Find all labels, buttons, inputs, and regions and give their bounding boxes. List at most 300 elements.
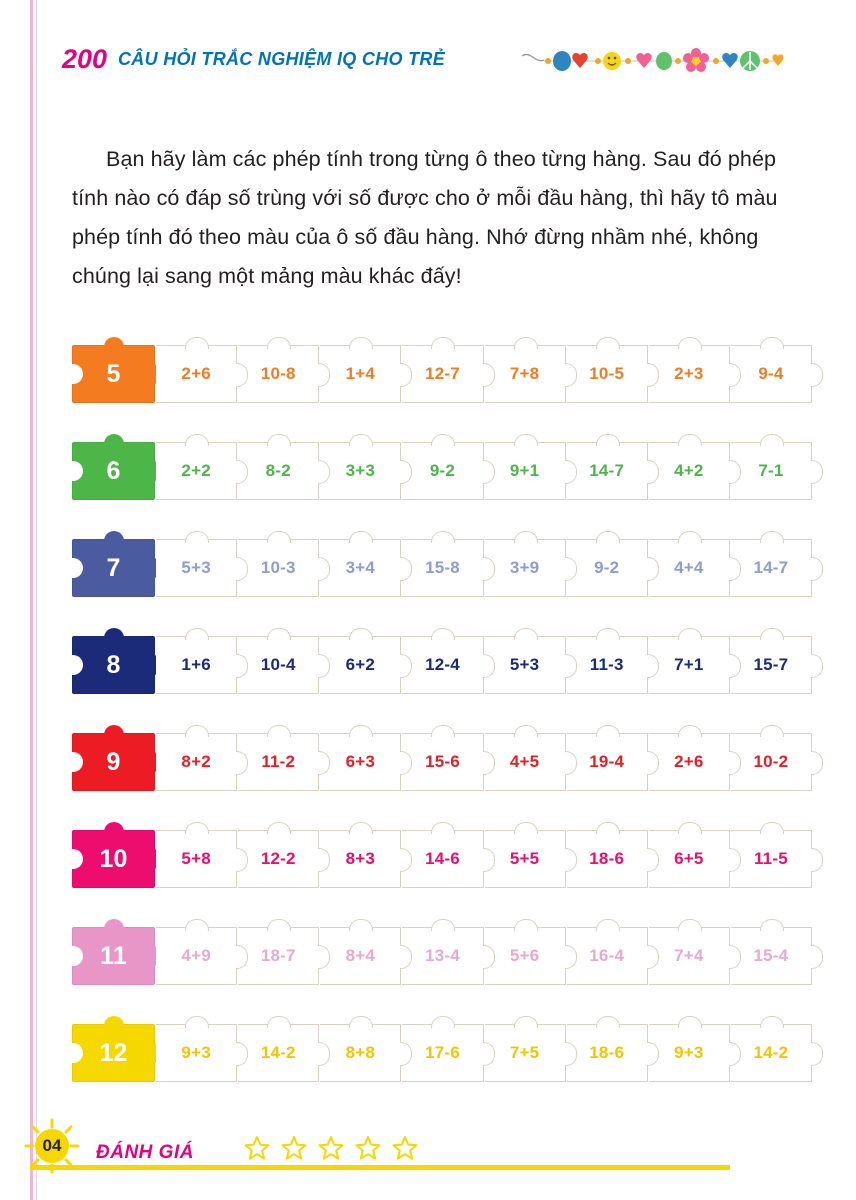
expression-cell[interactable] (649, 345, 730, 403)
puzzle-hole-left (72, 461, 83, 481)
expression-label: 18-6 (589, 849, 625, 868)
puzzle-knob-right (811, 557, 823, 581)
puzzle-knob-top (104, 822, 124, 834)
expression-label: 10-5 (589, 364, 625, 383)
puzzle-knob-right-seam (481, 850, 484, 868)
puzzle-knob-right-seam (316, 559, 319, 577)
expression-cell[interactable] (731, 345, 812, 403)
puzzle-knob-right-seam (234, 656, 237, 674)
expression-cell[interactable] (156, 442, 237, 500)
puzzle-knob-right-seam (234, 753, 237, 771)
expression-cell[interactable] (731, 539, 812, 597)
expression-cell[interactable] (649, 636, 730, 694)
expression-cell[interactable] (485, 636, 566, 694)
puzzle-knob-top-seam (762, 927, 780, 930)
expression-cell[interactable] (402, 442, 483, 500)
expression-cell[interactable] (238, 539, 319, 597)
puzzle-knob-right-seam (727, 559, 730, 577)
puzzle-knob-top-seam (516, 830, 534, 833)
star-icon[interactable] (281, 1135, 307, 1166)
puzzle-knob-right-seam (809, 947, 812, 965)
puzzle-knob-top-seam (680, 1024, 698, 1027)
puzzle-knob-right-seam (809, 365, 812, 383)
puzzle-knob-right-seam (316, 656, 319, 674)
expression-label: 16-4 (589, 946, 625, 965)
puzzle-knob-right-seam (727, 850, 730, 868)
puzzle-knob-right-seam (645, 656, 648, 674)
expression-label: 14-6 (425, 849, 460, 868)
expression-cell[interactable] (485, 539, 566, 597)
expression-label: 4+9 (181, 946, 211, 965)
expression-label: 11-2 (261, 752, 296, 771)
expression-cell[interactable] (731, 442, 812, 500)
expression-label: 9+1 (509, 461, 540, 480)
puzzle-knob-right-seam (398, 365, 401, 383)
puzzle-knob-top-seam (187, 733, 205, 736)
puzzle-knob-top-seam (433, 345, 451, 348)
puzzle-knob-right (811, 654, 823, 678)
puzzle-knob-right-seam (809, 656, 812, 674)
expression-label: 11-5 (753, 849, 788, 868)
row-number-label: 7 (106, 553, 121, 582)
expression-label: 8+2 (181, 752, 211, 771)
puzzle-hole-left (72, 558, 83, 578)
puzzle-knob-right-seam (234, 947, 237, 965)
expression-cell[interactable] (731, 636, 812, 694)
puzzle-knob-top-seam (762, 636, 780, 639)
row-number-label: 5 (106, 359, 121, 388)
expression-label: 6+3 (345, 752, 376, 771)
expression-cell[interactable] (320, 733, 401, 791)
puzzle-knob-top (104, 531, 124, 543)
expression-cell[interactable] (320, 345, 401, 403)
row-number-label: 10 (99, 844, 128, 873)
expression-cell[interactable] (567, 539, 648, 597)
expression-label: 14-2 (753, 1043, 789, 1062)
expression-cell[interactable] (567, 830, 648, 888)
expression-label: 7-1 (758, 461, 784, 480)
expression-label: 7+1 (674, 655, 704, 674)
puzzle-knob-right-seam (481, 753, 484, 771)
puzzle-knob-right-seam (234, 365, 237, 383)
expression-label: 15-4 (753, 946, 789, 965)
row-number-label: 8 (106, 650, 121, 679)
expression-label: 19-4 (589, 752, 625, 771)
puzzle-knob-top (104, 337, 124, 349)
puzzle-knob-top-seam (680, 927, 698, 930)
puzzle-knob-right-seam (809, 559, 812, 577)
row-number-tile[interactable] (72, 539, 155, 597)
puzzle-knob-right-seam (398, 1044, 401, 1062)
puzzle-row (72, 629, 812, 701)
expression-cell[interactable] (402, 927, 483, 985)
puzzle-knob-right-seam (563, 947, 566, 965)
expression-cell[interactable] (731, 830, 812, 888)
row-number-label: 11 (100, 941, 127, 970)
puzzle-knob-top-seam (433, 442, 451, 445)
expression-cell[interactable] (649, 927, 730, 985)
puzzle-knob-top-seam (598, 539, 616, 542)
puzzle-knob-top-seam (187, 830, 205, 833)
expression-label: 17-6 (425, 1043, 460, 1062)
puzzle-knob-top-seam (516, 1024, 534, 1027)
puzzle-knob-top-seam (433, 733, 451, 736)
expression-cell[interactable] (320, 927, 401, 985)
expression-label: 7+4 (674, 946, 704, 965)
puzzle-knob-top-seam (680, 539, 698, 542)
expression-label: 5+6 (509, 946, 540, 965)
puzzle-knob-top-seam (269, 927, 287, 930)
expression-cell[interactable] (238, 442, 319, 500)
expression-cell[interactable] (649, 830, 730, 888)
puzzle-knob-top-seam (433, 636, 451, 639)
expression-cell[interactable] (156, 345, 237, 403)
puzzle-hole-left (72, 364, 83, 384)
puzzle-knob-top-seam (351, 636, 369, 639)
puzzle-knob-right-seam (563, 656, 566, 674)
puzzle-knob-right-seam (481, 947, 484, 965)
puzzle-knob-top-seam (598, 830, 616, 833)
expression-label: 14-7 (589, 461, 625, 480)
expression-label: 15-7 (753, 655, 789, 674)
puzzle-knob-right-seam (398, 850, 401, 868)
expression-cell[interactable] (238, 636, 319, 694)
expression-label: 9+3 (674, 1043, 704, 1062)
puzzle-knob-top-seam (762, 733, 780, 736)
puzzle-knob-top-seam (269, 1024, 287, 1027)
puzzle-knob-top-seam (187, 927, 205, 930)
row-number-label: 6 (106, 456, 121, 485)
expression-label: 9-2 (429, 461, 456, 480)
puzzle-row (72, 726, 812, 798)
row-number-tile[interactable] (72, 345, 155, 403)
puzzle-knob-right (811, 848, 823, 872)
puzzle-knob-top-seam (187, 345, 205, 348)
puzzle-knob-top-seam (433, 1024, 451, 1027)
puzzle-knob-right-seam (563, 850, 566, 868)
puzzle-knob-top-seam (351, 345, 369, 348)
puzzle-knob-right-seam (563, 462, 566, 480)
puzzle-knob-right-seam (316, 947, 319, 965)
puzzle-knob-right-seam (645, 559, 648, 577)
puzzle-knob-top-seam (516, 442, 534, 445)
puzzle-knob-right-seam (645, 462, 648, 480)
expression-cell[interactable] (567, 733, 648, 791)
expression-cell[interactable] (567, 1024, 648, 1082)
puzzle-knob-top-seam (680, 442, 698, 445)
expression-cell[interactable] (649, 1024, 730, 1082)
puzzle-knob-right (811, 751, 823, 775)
puzzle-knob-right-seam (316, 850, 319, 868)
expression-cell[interactable] (402, 830, 483, 888)
expression-cell[interactable] (238, 830, 319, 888)
puzzle-knob-right-seam (316, 753, 319, 771)
puzzle-knob-top-seam (598, 636, 616, 639)
puzzle-knob-right-seam (481, 462, 484, 480)
expression-label: 10-2 (753, 752, 789, 771)
page-number: 04 (42, 1136, 62, 1155)
expression-cell[interactable] (156, 927, 237, 985)
puzzle-knob-right-seam (398, 462, 401, 480)
expression-cell[interactable] (156, 830, 237, 888)
puzzle-knob-right-seam (645, 365, 648, 383)
bead-string-decoration (518, 46, 786, 80)
puzzle-knob-right (811, 363, 823, 387)
expression-label: 7+5 (509, 1043, 540, 1062)
expression-label: 4+4 (674, 558, 704, 577)
expression-cell[interactable] (320, 539, 401, 597)
puzzle-knob-right-seam (234, 559, 237, 577)
puzzle-knob-right-seam (809, 753, 812, 771)
puzzle-knob-top-seam (680, 733, 698, 736)
puzzle-knob-top-seam (762, 830, 780, 833)
puzzle-knob-top-seam (762, 539, 780, 542)
expression-cell[interactable] (402, 345, 483, 403)
expression-cell[interactable] (649, 539, 730, 597)
expression-cell[interactable] (485, 442, 566, 500)
puzzle-knob-top-seam (351, 733, 369, 736)
expression-cell[interactable] (402, 1024, 483, 1082)
puzzle-knob-top-seam (269, 442, 287, 445)
puzzle-knob-top (104, 725, 124, 737)
puzzle-knob-top-seam (187, 636, 205, 639)
puzzle-knob-right-seam (809, 462, 812, 480)
expression-label: 2+2 (181, 461, 211, 480)
puzzle-knob-right-seam (727, 365, 730, 383)
expression-label: 15-8 (425, 558, 460, 577)
row-number-tile[interactable] (72, 733, 155, 791)
expression-cell[interactable] (238, 1024, 319, 1082)
row-number-tile[interactable] (72, 636, 155, 694)
expression-cell[interactable] (485, 1024, 566, 1082)
expression-cell[interactable] (320, 636, 401, 694)
expression-label: 15-6 (425, 752, 460, 771)
row-number-tile[interactable] (72, 442, 155, 500)
row-number-tile[interactable] (72, 1024, 155, 1082)
puzzle-hole-left (72, 752, 83, 772)
expression-label: 11-3 (589, 655, 624, 674)
puzzle-row (72, 823, 812, 895)
page-footer (0, 1114, 856, 1200)
puzzle-knob-top-seam (762, 345, 780, 348)
puzzle-knob-top-seam (187, 442, 205, 445)
star-icon[interactable] (355, 1135, 381, 1166)
puzzle-knob-right-seam (727, 656, 730, 674)
expression-cell[interactable] (156, 539, 237, 597)
row-number-tile[interactable] (72, 927, 155, 985)
puzzle-knob-right-seam (234, 1044, 237, 1062)
expression-cell[interactable] (320, 830, 401, 888)
puzzle-row (72, 435, 812, 507)
expression-cell[interactable] (156, 636, 237, 694)
left-margin-rule-thin (36, 0, 37, 1200)
puzzle-row (72, 338, 812, 410)
puzzle-knob-top-seam (680, 830, 698, 833)
expression-label: 5+5 (509, 849, 540, 868)
puzzle-knob-top-seam (516, 927, 534, 930)
puzzle-knob-right-seam (645, 850, 648, 868)
expression-label: 4+5 (509, 752, 540, 771)
puzzle-knob-top-seam (433, 927, 451, 930)
puzzle-knob-right-seam (481, 365, 484, 383)
puzzle-row (72, 1017, 812, 1089)
puzzle-knob-top (104, 1016, 124, 1028)
expression-label: 3+9 (509, 558, 540, 577)
puzzle-knob-right-seam (398, 559, 401, 577)
puzzle-knob-right-seam (563, 1044, 566, 1062)
puzzle-knob-top-seam (269, 539, 287, 542)
expression-label: 2+6 (181, 364, 211, 383)
puzzle-knob-right-seam (809, 1044, 812, 1062)
expression-cell[interactable] (402, 636, 483, 694)
expression-cell[interactable] (567, 442, 648, 500)
puzzle-knob-right-seam (563, 753, 566, 771)
puzzle-knob-top-seam (598, 927, 616, 930)
expression-cell[interactable] (320, 1024, 401, 1082)
expression-cell[interactable] (731, 927, 812, 985)
puzzle-knob-top-seam (269, 636, 287, 639)
expression-cell[interactable] (402, 733, 483, 791)
expression-cell[interactable] (567, 636, 648, 694)
star-icon[interactable] (392, 1135, 418, 1166)
puzzle-hole-left (72, 655, 83, 675)
expression-cell[interactable] (485, 345, 566, 403)
puzzle-rows (72, 338, 812, 1114)
expression-label: 8+4 (345, 946, 376, 965)
puzzle-knob-right-seam (727, 947, 730, 965)
expression-cell[interactable] (320, 442, 401, 500)
puzzle-knob-top-seam (433, 539, 451, 542)
expression-cell[interactable] (238, 345, 319, 403)
expression-cell[interactable] (567, 345, 648, 403)
expression-label: 2+3 (674, 364, 704, 383)
expression-label: 8+8 (345, 1043, 376, 1062)
expression-label: 8-2 (265, 461, 291, 480)
expression-label: 18-7 (260, 946, 296, 965)
expression-cell[interactable] (238, 733, 319, 791)
puzzle-knob-right-seam (727, 1044, 730, 1062)
puzzle-knob-right-seam (645, 1044, 648, 1062)
puzzle-knob-top-seam (762, 1024, 780, 1027)
expression-label: 7+8 (509, 364, 540, 383)
expression-label: 14-2 (260, 1043, 296, 1062)
expression-label: 3+4 (345, 558, 376, 577)
puzzle-knob-top-seam (598, 442, 616, 445)
puzzle-knob-top-seam (269, 733, 287, 736)
puzzle-knob-top-seam (351, 830, 369, 833)
puzzle-knob-right-seam (727, 753, 730, 771)
puzzle-hole-left (72, 946, 83, 966)
expression-label: 13-4 (425, 946, 460, 965)
puzzle-knob-top-seam (516, 733, 534, 736)
expression-cell[interactable] (731, 1024, 812, 1082)
puzzle-knob-top-seam (351, 442, 369, 445)
puzzle-knob-top-seam (269, 830, 287, 833)
expression-cell[interactable] (485, 927, 566, 985)
puzzle-knob-right-seam (645, 753, 648, 771)
puzzle-knob-right-seam (481, 656, 484, 674)
puzzle-knob-right-seam (481, 559, 484, 577)
expression-cell[interactable] (567, 927, 648, 985)
expression-cell[interactable] (156, 1024, 237, 1082)
puzzle-knob-top-seam (680, 345, 698, 348)
row-number-label: 12 (99, 1038, 128, 1067)
puzzle-knob-top (104, 434, 124, 446)
expression-label: 3+3 (345, 461, 376, 480)
expression-cell[interactable] (485, 830, 566, 888)
puzzle-knob-right-seam (316, 1044, 319, 1062)
rating-label: ĐÁNH GIÁ (96, 1142, 194, 1163)
puzzle-knob-top-seam (516, 636, 534, 639)
expression-label: 6+2 (345, 655, 376, 674)
expression-cell[interactable] (485, 733, 566, 791)
puzzle-knob-top-seam (516, 345, 534, 348)
puzzle-knob-right-seam (645, 947, 648, 965)
expression-label: 10-3 (260, 558, 296, 577)
puzzle-knob-top-seam (269, 345, 287, 348)
puzzle-knob-right-seam (727, 462, 730, 480)
puzzle-knob-top-seam (598, 1024, 616, 1027)
puzzle-knob-top-seam (351, 539, 369, 542)
expression-label: 10-4 (260, 655, 296, 674)
puzzle-row (72, 920, 812, 992)
puzzle-knob-top-seam (351, 1024, 369, 1027)
expression-label: 5+8 (181, 849, 211, 868)
expression-label: 14-7 (753, 558, 789, 577)
puzzle-knob-top-seam (433, 830, 451, 833)
expression-cell[interactable] (649, 442, 730, 500)
rating-stars[interactable] (244, 1135, 418, 1166)
puzzle-knob-top-seam (680, 636, 698, 639)
instruction-paragraph: Bạn hãy làm các phép tính trong từng ô theo từng hàng. Sau đó phép tính nào có đáp số trùng với số được cho ở mỗi đầu hàng, thì hãy tô màu phép tính đó theo màu của ô số đầu hàng. Nhớ đừng nhầm nhé, không chúng lại sang một mảng màu khác đấy! (72, 146, 778, 288)
puzzle-knob-right-seam (398, 947, 401, 965)
expression-label: 9-2 (594, 558, 620, 577)
row-number-tile[interactable] (72, 830, 155, 888)
puzzle-knob-right (811, 945, 823, 969)
puzzle-knob-top-seam (187, 539, 205, 542)
puzzle-hole-left (72, 849, 83, 869)
expression-cell[interactable] (402, 539, 483, 597)
expression-label: 8+3 (345, 849, 376, 868)
puzzle-knob-right-seam (563, 365, 566, 383)
expression-label: 2+6 (674, 752, 704, 771)
puzzle-knob-right-seam (563, 559, 566, 577)
expression-label: 6+5 (674, 849, 704, 868)
expression-cell[interactable] (731, 733, 812, 791)
expression-label: 5+3 (181, 558, 211, 577)
expression-cell[interactable] (649, 733, 730, 791)
expression-cell[interactable] (238, 927, 319, 985)
puzzle-hole-left (72, 1043, 83, 1063)
header-title: CÂU HỎI TRẮC NGHIỆM IQ CHO TRẺ (118, 49, 445, 69)
expression-label: 12-7 (425, 364, 460, 383)
puzzle-knob-right-seam (234, 462, 237, 480)
puzzle-knob-right-seam (398, 753, 401, 771)
expression-label: 12-4 (425, 655, 460, 674)
puzzle-row (72, 532, 812, 604)
puzzle-knob-top-seam (187, 1024, 205, 1027)
puzzle-knob-top-seam (351, 927, 369, 930)
puzzle-knob-right (811, 1042, 823, 1066)
puzzle-knob-right-seam (481, 1044, 484, 1062)
left-margin-rule (30, 0, 33, 1200)
puzzle-knob-right-seam (316, 462, 319, 480)
star-icon[interactable] (318, 1135, 344, 1166)
header-number: 200 (62, 44, 108, 74)
star-icon[interactable] (244, 1135, 270, 1166)
puzzle-knob-right-seam (809, 850, 812, 868)
expression-cell[interactable] (156, 733, 237, 791)
